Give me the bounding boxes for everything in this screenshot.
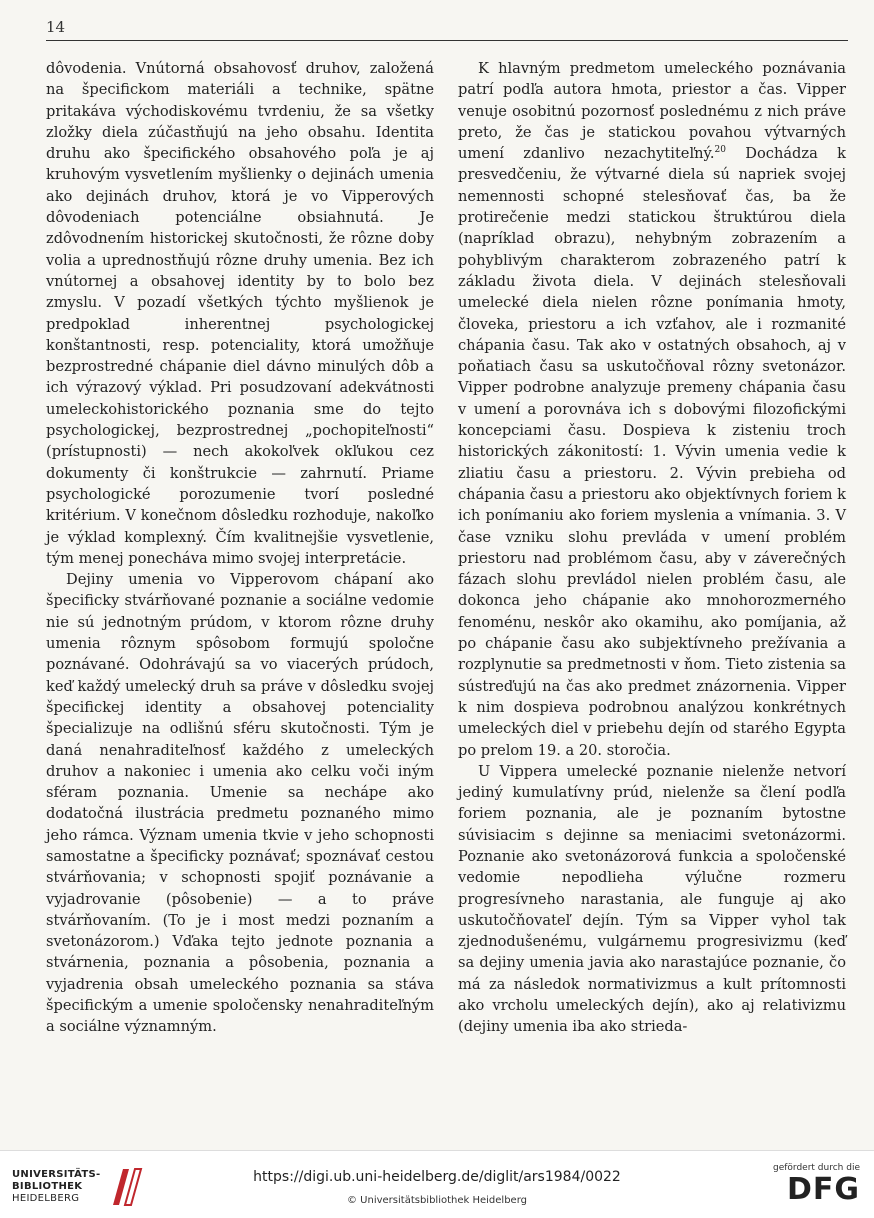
left-paragraph-2: Dejiny umenia vo Vipperovom chápaní ako špecificky stvárňované poznanie a sociálne vedomie nie sú jednotným prúdom, v ktorom rôzne druhy umenia rôznym spôsobom formujú spoločne poznávané. Odohrávajú sa vo viacerých prúdoch, keď každý umelecký druh sa práve v dôsledku svojej špecifickej identity a obsahovej potenciality špecializuje na odlišnú sféru skutočnosti. Tým je daná nenahraditeľnosť každého z umeleckých druhov a nakoniec i umenia ako celku voči iným sféram poznania. Umenie sa nechápe ako dodatočná ilustrácia predmetu poznaného mimo jeho rámca. Význam umenia tkvie v jeho schopnosti samostatne a špecificky poznávať; spoznávať cestou stvárňovania; v schopnosti spojiť poznávanie a vyjadrovanie (pôsobenie) — a to práve stvárňovaním. (To je i most medzi poznaním a svetonázorom.) Vďaka tejto jednote poznania a stvárnenia, poznania a pôsobenia, poznania a vyjadrenia obsah umeleckého poznania sa stáva špecifickým a umenie spoločensky nenahraditeľným a sociálne významným. — [46, 571, 434, 1036]
dfg-logo[interactable] — [773, 1163, 860, 1207]
footer-url[interactable]: https://digi.ub.uni-heidelberg.de/diglit/ars1984/0022 — [253, 1169, 621, 1185]
ub-logo-line1: UNIVERSITÄTS- — [12, 1169, 101, 1180]
footer-bar — [0, 1150, 874, 1218]
right-paragraph-1 — [458, 58, 846, 761]
left-column — [46, 58, 434, 1038]
right-paragraph-2: U Vippera umelecké poznanie nielenže netvorí jediný kumulatívny prúd, nielenže sa člení podľa foriem poznania, ale je poznaním bytostne súvisiacim s dejinne sa meniacimi svetonázormi. Poznanie ako svetonázorová funkcia a spoločenské vedomie nepodlieha výlučne rozmeru progresívneho narastania, ale funguje aj ako uskutočňovateľ dejín. Tým sa Vipper vyhol tak zjednodušenému, vulgárnemu progresivizmu (keď sa dejiny umenia javia ako narastajúce poznanie, čo má za následok normativizmus a kult prítomnosti ako vrcholu umeleckých dejín), ako aj relativizmu (dejiny umenia iba ako strieda- — [458, 762, 846, 1036]
page-number: 14 — [46, 18, 66, 36]
ub-logo-line2: BIBLIOTHEK — [12, 1181, 83, 1192]
header-rule — [46, 40, 848, 41]
left-paragraph-1: dôvodenia. Vnútorná obsahovosť druhov, založená na špecifickom materiáli a technike, spätne pritakáva východiskovému tvrdeniu, že sa všetky zložky diela zúčastňujú na jeho obsahu. Identita druhu ako špecifického obsahového poľa je aj kruhovým vysvetlením myšlienky o dejinách umenia ako dejinách druhov, ktorá je vo Vipperových dôvodeniach potenciálne obsiahnutá. Je zdôvodnením historickej skutočnosti, že rôzne doby volia a uprednostňujú rôzne druhy umenia. Bez ich vnútornej a obsahovej identity by to bolo bez zmyslu. V pozadí všetkých týchto myšlienok je predpoklad inherentnej psychologickej konštantnosti, resp. potenciality, ktorá umožňuje bezprostredné chápanie diel dávno minulých dôb a ich výrazový výklad. Pri posudzovaní adekvátnosti umeleckohistorického poznania sme do tejto psychologickej, bezprostrednej „pochopiteľnosti“ (prístupnosti) — nech akokoľvek okľukou cez dokumenty či konštrukcie — zahrnutí. Priame psychologické porozumenie tvorí posledné kritérium. V konečnom dôsledku rozhoduje, nakoľko je výklad komplexný. Čím kvalitnejšie vysvetlenie, tým menej ponecháva mimo svojej interpretácie. — [46, 60, 434, 567]
dfg-logo-text: DFG — [786, 1172, 860, 1207]
right-paragraph-1-rest: Dochádza k presvedčeniu, že výtvarné diela sú napriek svojej nemennosti schopné stelesňovať čas, ba že protirečenie medzi statickou štruktúrou diela (napríklad obrazu), nehybným zobrazením a pohyblivým charakterom zobrazeného patrí k základu života diela. V dejinách stelesňovali umelecké diela nielen rôzne ponímania hmoty, človeka, priestoru a ich vzťahov, ale i rozmanité chápania času. Tak ako v ostatných obsahoch, aj v poňatiach času sa uskutočňoval rôzny svetonázor. Vipper podrobne analyzuje premeny chápania času v umení a porovnáva ich s dobovými filozofickými koncepciami času. Dospieva k zisteniu troch historických zákonitostí: 1. Vývin umenia vedie k zliatiu času a priestoru. 2. Vývin prebieha od chápania času a priestoru ako objektívnych foriem k ich ponímaniu ako foriem myslenia a vnímania. 3. V čase vzniku slohu prevláda v umení problém priestoru nad problémom času, aby v záverečných fázach slohu prevládol nielen problém času, ale dokonca jeho chápanie ako mnohorozmerného fenoménu, neskôr ako okamihu, ako pomíjania, až po chápanie času ako subjektívneho prežívania a rozplynutie sa predmetnosti v ňom. Tieto zistenia sa sústreďujú na čas ako predmet znázornenia. Vipper k nim dospieva podrobnou analýzou konkrétnych umeleckých diel v priebehu dejín od starého Egypta po prelom 19. a 20. storočia. — [458, 145, 846, 759]
right-paragraph-1-start: K hlavným predmetom umeleckého poznávania patrí podľa autora hmota, priestor a čas. Vipper venuje osobitnú pozornosť poslednému z nich práve preto, že čas je statickou povahou výtvarných umení zdanlivo nezachytiteľný. — [458, 60, 846, 163]
footer-copyright: © Universitätsbibliothek Heidelberg — [346, 1195, 527, 1206]
funder-note: gefördert durch die — [773, 1163, 860, 1173]
right-column — [458, 58, 846, 1038]
ub-logo-line3: HEIDELBERG — [12, 1193, 80, 1204]
footnote-ref-20[interactable]: 20 — [714, 145, 726, 156]
